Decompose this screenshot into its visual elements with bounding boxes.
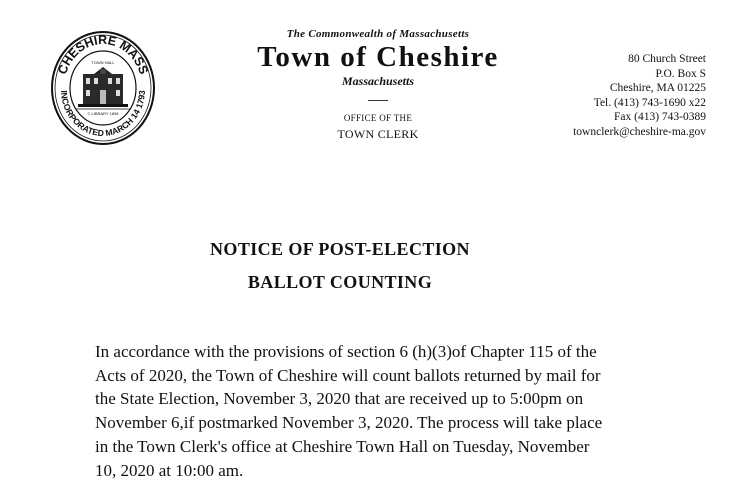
body-line: In accordance with the provisions of section 6 (h)(3)of Chapter 115 of the: [95, 342, 597, 361]
address-telephone: Tel. (413) 743-1690 x22: [593, 96, 706, 109]
body-line: Acts of 2020, the Town of Cheshire will count ballots returned by mail for: [95, 365, 601, 385]
commonwealth-heading: The Commonwealth of Massachusetts: [286, 28, 470, 40]
notice-body: [95, 340, 665, 482]
body-line: November 6,if postmarked November 3, 2020. The process will take place: [95, 413, 603, 433]
notice-title-line-1: NOTICE OF POST-ELECTION: [210, 239, 470, 259]
address-block: [573, 52, 706, 140]
office-of-the-label: OFFICE OF THE: [343, 113, 413, 123]
town-name: Town of Cheshire: [257, 41, 499, 73]
town-hall-drawing: [76, 67, 130, 109]
header-divider: [368, 100, 388, 101]
body-line: in the Town Clerk's office at Cheshire Town Hall on Tuesday, November: [95, 436, 590, 456]
seal-bottom-text: INCORPORATED MARCH 14 1793: [58, 90, 148, 139]
town-seal-graphic: [50, 30, 156, 146]
state-name: Massachusetts: [341, 74, 415, 88]
office-name: TOWN CLERK: [337, 127, 419, 141]
address-fax: Fax (413) 743-0389: [614, 111, 706, 124]
address-email: townclerk@cheshire-ma.gov: [573, 125, 706, 138]
town-seal: [50, 30, 156, 146]
address-po-box: P.O. Box S: [655, 67, 706, 80]
body-line: the State Election, November 3, 2020 that are received up to 5:00pm on: [95, 389, 584, 409]
body-line: 10, 2020 at 10:00 am.: [95, 460, 244, 480]
address-city: Cheshire, MA 01225: [609, 82, 706, 95]
letterhead: [200, 28, 556, 142]
seal-top-text: CHESHIRE MASS: [55, 32, 151, 77]
address-street: 80 Church Street: [628, 53, 706, 65]
notice-title-line-2: BALLOT COUNTING: [247, 272, 433, 292]
seal-building-label: TOWN HALL: [91, 60, 115, 65]
seal-library-label: C LIBRARY 1898: [87, 111, 119, 116]
